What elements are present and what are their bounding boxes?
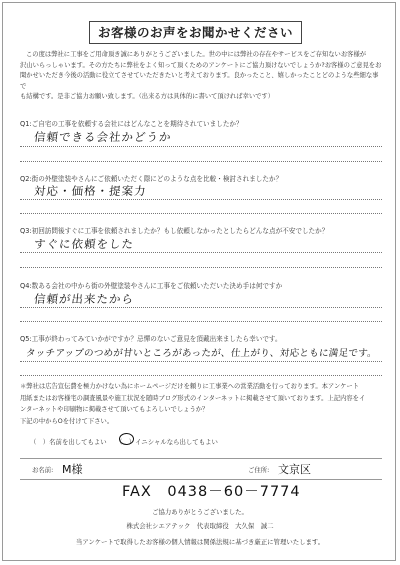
intro-line: 沢山いらっしゃいます。その方たちに弊社をよく知って頂くためのアンケートにご協力頂けないでしょうか?お客様のご意見をお: [20, 61, 382, 69]
selected-circle-mark: [119, 433, 134, 445]
address-label: ご住所:: [248, 466, 270, 474]
note-line: ンターネットや印刷物に掲載させて頂いてもよろしいでしょうか？: [20, 406, 209, 413]
fax-number: FAX 0438－60－7774: [122, 484, 301, 500]
answer-4: 信頼が出来たから: [33, 292, 135, 306]
address-value: 文京区: [278, 463, 311, 476]
answer-line: [20, 361, 382, 362]
note-line: 用紙またはお客様宅の調査風景や施工状況を随時ブログ形式のインターネットに掲載させて頂いております。上記内容をイ: [20, 394, 366, 402]
publication-note: [20, 381, 382, 427]
privacy-text: 当アンケートで取得したお客様の個人情報は関係法規に基づき厳正に管理いたします。: [75, 538, 325, 546]
answer-line: [20, 375, 382, 376]
intro-text: [20, 50, 382, 103]
question-3-label: Q3:初回訪問後すぐに工事を依頼されましたか？もし依頼しなかったとしたらどんな点が不安でしたか？: [20, 227, 329, 235]
answer-line: [20, 321, 382, 322]
answer-line: [20, 146, 382, 147]
name-address-box: [20, 458, 382, 480]
intro-line: この度は弊社に工事をご用命頂き誠にありがとうございました。世の中には弊社の存在やサービスをご存知ないお客様が: [26, 51, 367, 58]
name-value: M様: [62, 463, 83, 476]
note-line: 下記の中からOを付けて下さい。: [20, 417, 114, 425]
company-text: 株式会社シエアテック 代表取締役 大久保 誠二: [126, 522, 274, 530]
intro-line: も結構です。是非ご協力お願い致します。（出来る方は具体的に書いて頂ければ幸いです）: [20, 93, 275, 100]
choice-name-ok[interactable]: （ ）名前を出してもよい: [30, 438, 107, 446]
answer-2: 対応・価格・提案力: [33, 184, 148, 198]
answer-1: 信頼できる会社かどうか: [33, 130, 173, 144]
answer-line: [20, 307, 382, 308]
name-label: お名前:: [32, 466, 54, 474]
question-2-label: Q2:街の外壁塗装やさんにご依頼いただく際にどのような点を比較・検討されましたか？: [20, 175, 283, 183]
intro-line: 聞かせいただき今後の活動に役立てさせていただきたいと考えております。良かったこと、嬉しかったことどのような些細な事で: [20, 72, 379, 90]
question-4-label: Q4:数ある会社の中から街の外壁塗装やさんに工事をご依頼いただいた決め手は何ですか: [20, 282, 283, 290]
answer-3: すぐに依頼をした: [33, 237, 135, 251]
answer-5: タッチアップのつめが甘いところがあったが、仕上がり、対応ともに満足です。: [25, 348, 378, 359]
answer-line: [20, 252, 382, 253]
note-line: ＊弊社は広告宣伝費を極力かけない為にホームページだけを頼りに工事業への営業活動を行っております。本アンケート: [20, 383, 360, 390]
answer-line: [20, 213, 382, 214]
choice-initial-ok[interactable]: （ ）イニシャルなら出してもよい: [116, 438, 218, 446]
thanks-text: ご協力ありがとうございました。: [152, 508, 248, 516]
answer-line: [20, 199, 382, 200]
answer-line: [20, 267, 382, 268]
question-5-label: Q5:工事が終わってみていかがですか？忌憚のないご意見を頂戴出来ましたら幸いです。: [20, 335, 282, 343]
answer-line: [20, 161, 382, 162]
page-title: お客様のお声をお聞かせください: [89, 21, 302, 44]
question-1-label: Q1:ご自宅の工事を依頼する会社にはどんなことを期待されていましたか？: [20, 120, 243, 128]
